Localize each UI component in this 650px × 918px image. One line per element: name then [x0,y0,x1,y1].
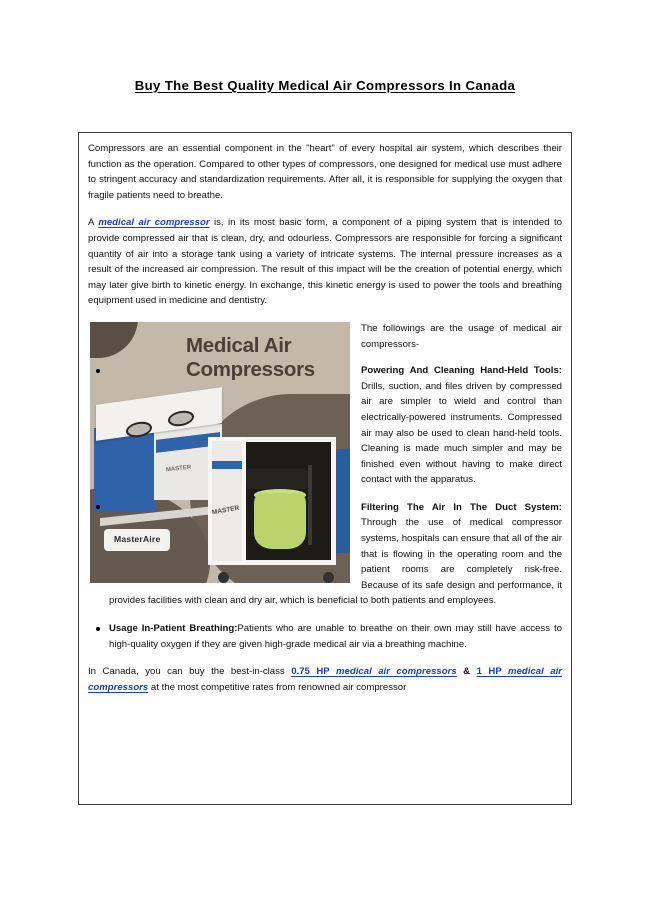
bullet-1-text: Drills, suction, and files driven by compressed air are simpler to wield and control than electrically-powered instruments. Compressed air may also be used to clean hand-held tools. Cleaning is made much simpler and may be finished even without having to make direct contact with the apparatus. [361,380,562,486]
paragraph-3: The followings are the usage of medical air compressors- [361,322,562,350]
unit-b-brand-label: MASTER [211,504,240,517]
bullet-3-heading: Usage In-Patient Breathing: [109,623,238,635]
final-part-2: & [456,666,477,678]
paragraph-1: Compressors are an essential component in the "heart" of every hospital air system, which describes their function as the operation. Compared to other types of compressors, one designed for medical use must adhere to stringent accuracy and standardization requirements. After all, it is responsible for supplying the oxygen that fragile patients need to breathe. [88,143,562,201]
figure-title-line-2: Compressors [186,357,315,381]
paragraph-2-before: A [88,217,99,229]
list-item [88,500,562,609]
paragraph-2 [88,215,562,309]
usage-bullet-list [88,363,562,652]
final-part-1: In Canada, you can buy the best-in-class [88,666,292,678]
content-box [78,132,572,805]
list-item [88,363,562,488]
bullet-dot-icon [96,627,100,631]
bullet-dot-icon [96,505,100,509]
final-part-3: at the most competitive rates from renowned air compressor [148,681,407,693]
figure-title-line-1: Medical Air [186,333,292,357]
link-075hp-italic: medical air compressors [336,666,457,678]
paragraph-final [88,664,562,695]
link-1hp-italic: medical air compressors [88,666,562,693]
paragraph-2-after: is, in its most basic form, a component of a piping system that is intended to provide compressed air that is clean, dry, and odourless. Compressors are responsible for forcing a significant quantity of air into a storage tank using a variety of intricate systems. The internal pressure increases as a result of the increased air compression. The result of this impact will be the creation of potential energy, which may later give birth to kinetic energy. In exchange, this kinetic energy is used to power the tools and breathing equipment used in medicine and dentistry. [88,217,562,307]
figure-brand-badge: MasterAire [104,529,170,551]
list-item [88,621,562,652]
page-title [0,78,650,93]
figure-corner-shape [90,322,138,358]
bullet-1-heading: Powering And Cleaning Hand-Held Tools: [361,365,562,377]
bullet-2-text: Through the use of medical compressor systems, hospitals can ensure that all of the air that is flowing in the operating room and the patient rooms are completely risk-free. Because of its safe design and performance, it provides facilities with clean and dry air, which is beneficial to both patients and employees. [109,517,562,607]
bullet-2-heading: Filtering The Air In The Duct System: [361,501,562,513]
medical-air-compressor-link[interactable]: medical air compressor [98,217,210,229]
bullet-dot-icon [96,369,100,373]
content-inner [79,133,571,713]
link-1hp-prefix: 1 HP [476,666,509,678]
unit-a-brand-label: MASTER [165,464,192,474]
bullet-3-text: Patients who are unable to breathe on their own may still have access to high-quality oxygen if they are given high-grade medical air via a breathing machine. [109,623,562,650]
page-title-text: Buy The Best Quality Medical Air Compressors In Canada [134,78,516,93]
link-075hp-compressors[interactable] [291,666,456,677]
link-075hp-prefix: 0.75 HP [291,666,337,678]
